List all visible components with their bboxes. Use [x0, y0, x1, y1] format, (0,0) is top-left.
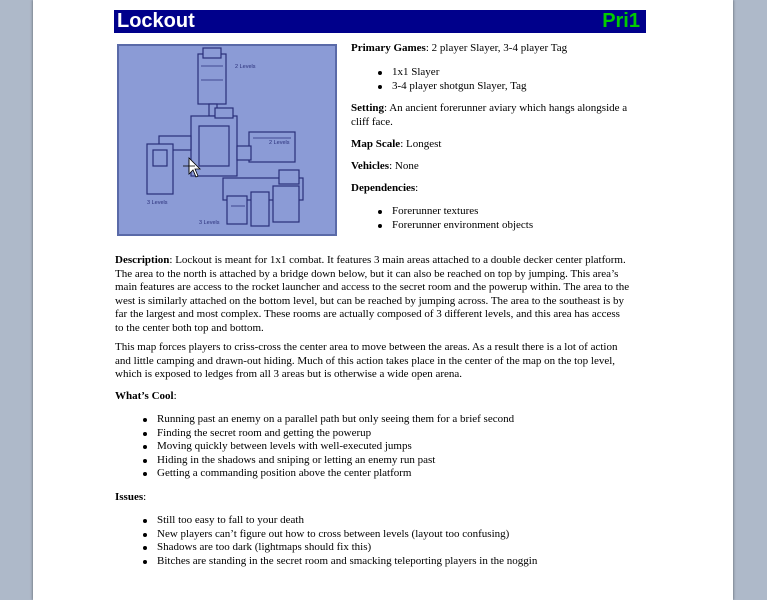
list-item: Finding the secret room and getting the powerup: [141, 427, 651, 441]
description-line-4: far the largest and most complex. These rooms are actually composed of 3 different levels, and this area has access: [115, 308, 620, 320]
southeast-room-b: [251, 192, 269, 226]
list-item: 3-4 player shotgun Slayer, Tag: [376, 80, 646, 94]
setting-value: : An ancient forerunner aviary which hangs alongside a: [384, 102, 628, 114]
list-item: New players can’t figure out how to cross between levels (layout too confusing): [141, 528, 651, 542]
list-item: Bitches are standing in the secret room and smacking teleporting players in the noggin: [141, 555, 651, 569]
list-item: Forerunner textures: [376, 205, 646, 219]
issues-heading: [115, 491, 650, 505]
description-label: Description: [115, 254, 170, 266]
vehicles-line: [351, 160, 651, 174]
list-item: Getting a commanding position above the center platform: [141, 467, 651, 481]
whats-cool-label: What’s Cool: [115, 390, 174, 402]
priority-label: Pri1: [602, 10, 640, 32]
description-paragraph-2: [115, 341, 650, 382]
issues-list: [141, 514, 651, 568]
whats-cool-suffix: :: [173, 390, 177, 402]
setting-value-cont: cliff face.: [351, 115, 393, 128]
list-item: Hiding in the shadows and sniping or letting an enemy run past: [141, 454, 651, 468]
title-bar: [114, 10, 646, 33]
southeast-room-a: [227, 196, 247, 224]
map-label-west: 3 Levels: [147, 200, 168, 206]
list-item: 1x1 Slayer: [376, 66, 646, 80]
center-ramp: [215, 108, 233, 118]
north-area-top: [203, 48, 221, 58]
list-item: Running past an enemy on a parallel path but only seeing them for a brief second: [141, 413, 651, 427]
primary-games-label: Primary Games: [351, 42, 426, 54]
para2-line-1: and little camping and drawn-out hiding. Much of this action takes place in the center of the map on the top level,: [115, 354, 616, 367]
description-paragraph: [115, 254, 650, 335]
description-line-1: The area to the north is attached by a bridge down below, but it can also be reached on top by jumping. This area’s: [115, 267, 619, 280]
dependencies-label: Dependencies: [351, 182, 416, 194]
primary-games-value: : 2 player Slayer, 3-4 player Tag: [425, 42, 568, 54]
list-item: Shadows are too dark (lightmaps should fix this): [141, 541, 651, 555]
primary-games-line: [351, 42, 651, 56]
map-title: Lockout: [117, 10, 195, 32]
dependencies-list: [376, 205, 646, 232]
issues-suffix: :: [143, 491, 147, 503]
list-item: Moving quickly between levels with well-executed jumps: [141, 440, 651, 454]
map-label-east: 2 Levels: [269, 140, 290, 146]
vehicles-label: Vehicles: [351, 160, 390, 172]
whats-cool-heading: [115, 390, 650, 404]
west-area-inner: [153, 150, 167, 166]
dependencies-line: [351, 182, 651, 196]
description-line-0: : Lockout is meant for 1x1 combat. It features 3 main areas attached to a double decker center platform.: [169, 254, 626, 266]
primary-games-list: [376, 66, 646, 93]
list-item: Still too easy to fall to your death: [141, 514, 651, 528]
map-label-south: 3 Levels: [199, 220, 220, 226]
map-label-north: 2 Levels: [235, 64, 256, 70]
para2-line-2: which is exposed to ledges from all 3 areas but is otherwise a wide open arena.: [115, 368, 463, 380]
southeast-link: [237, 146, 251, 160]
description-line-5: to the center both top and bottom.: [115, 321, 264, 334]
map-scale-value: : Longest: [400, 138, 442, 150]
setting-label: Setting: [351, 102, 384, 114]
southeast-room-d: [279, 170, 299, 184]
para2-line-0: This map forces players to criss-cross the center area to move between the areas. As a result there is a lot of action: [115, 341, 618, 353]
description-line-2: main features are access to the rocket launcher and access to the secret room and the powerup within. The area to the: [115, 281, 630, 293]
description-line-3: west is similarly attached on the bottom level, but can be reached by jumping across. The area to the southeast is by: [115, 294, 625, 307]
map-scale-line: [351, 138, 651, 152]
southeast-upper: [249, 132, 295, 162]
vehicles-value: : None: [389, 160, 419, 172]
list-item: Forerunner environment objects: [376, 219, 646, 233]
north-area-block: [198, 54, 226, 104]
issues-label: Issues: [115, 491, 144, 503]
center-inner: [199, 126, 229, 166]
southeast-room-c: [273, 186, 299, 222]
map-scale-label: Map Scale: [351, 138, 401, 150]
dependencies-suffix: :: [415, 182, 419, 194]
whats-cool-list: [141, 413, 651, 481]
map-layout-drawing: [119, 46, 335, 234]
map-layout-image: [117, 44, 337, 236]
setting-line: [351, 102, 651, 129]
